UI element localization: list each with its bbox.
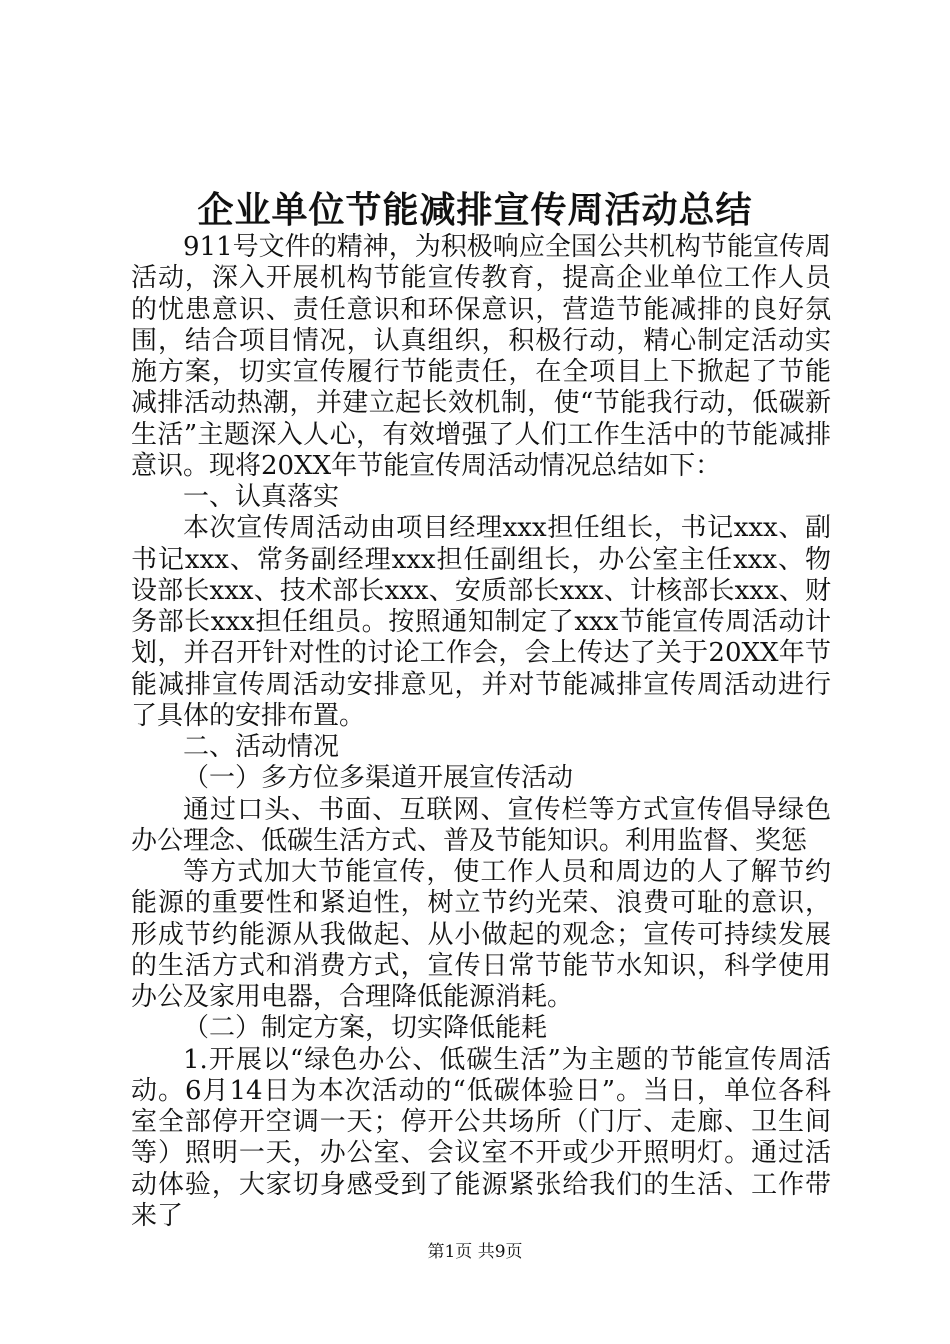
section-heading-2: 二、活动情况 bbox=[183, 732, 340, 762]
paragraph-intro: 911号文件的精神，为积极响应全国公共机构节能宣传周活动，深入开展机构节能宣传教育，提高企业单位工作人员的忧患意识、责任意识和环保意识，营造节能减排的良好氛围，结合项目情况，认真组织，积极行动，精心制定活动实施方案，切实宣传履行节能责任，在全项目上下掀起了节能减排活动热潮，并建立起长效机制，使“节能我行动，低碳新生活”主题深入人心，有效增强了人们工作生活中的节能减排意识。现将20XX年节能宣传周活动情况总结如下： bbox=[131, 232, 831, 481]
section-heading-1: 一、认真落实 bbox=[183, 482, 340, 512]
document-title: 企业单位节能减排宣传周活动总结 bbox=[197, 189, 753, 231]
paragraph-organization: 本次宣传周活动由项目经理xxx担任组长，书记xxx、副书记xxx、常务副经理xxx担任副组长，办公室主任xxx、物设部长xxx、技术部长xxx、安质部长xxx、计核部长xxx、财务部长xxx担任组员。按照通知制定了xxx节能宣传周活动计划，并召开针对性的讨论工作会，会上传达了关于20XX年节能减排宣传周活动安排意见，并对节能减排宣传周活动进行了具体的安排布置。 bbox=[131, 513, 831, 731]
page-number-footer: 第1页 共9页 bbox=[427, 1242, 523, 1262]
subsection-heading-1: （一）多方位多渠道开展宣传活动 bbox=[183, 763, 574, 794]
document-body bbox=[131, 232, 831, 1232]
paragraph-publicity-2: 等方式加大节能宣传，使工作人员和周边的人了解节约能源的重要性和紧迫性，树立节约光荣、浪费可耻的意识，形成节约能源从我做起、从小做起的观念；宣传可持续发展的生活方式和消费方式，宣传日常节能节水知识，科学使用办公及家用电器，合理降低能源消耗。 bbox=[131, 857, 831, 1012]
paragraph-publicity-1: 通过口头、书面、互联网、宣传栏等方式宣传倡导绿色办公理念、低碳生活方式、普及节能知识。利用监督、奖惩 bbox=[131, 794, 831, 856]
subsection-heading-2: （二）制定方案，切实降低能耗 bbox=[183, 1013, 548, 1044]
paragraph-plan-item-1: 1.开展以“绿色办公、低碳生活”为主题的节能宣传周活动。6月14日为本次活动的“低碳体验日”。当日，单位各科室全部停开空调一天；停开公共场所（门厅、走廊、卫生间等）照明一天，办公室、会议室不开或少开照明灯。通过活动体验，大家切身感受到了能源紧张给我们的生活、工作带来了 bbox=[131, 1044, 831, 1231]
